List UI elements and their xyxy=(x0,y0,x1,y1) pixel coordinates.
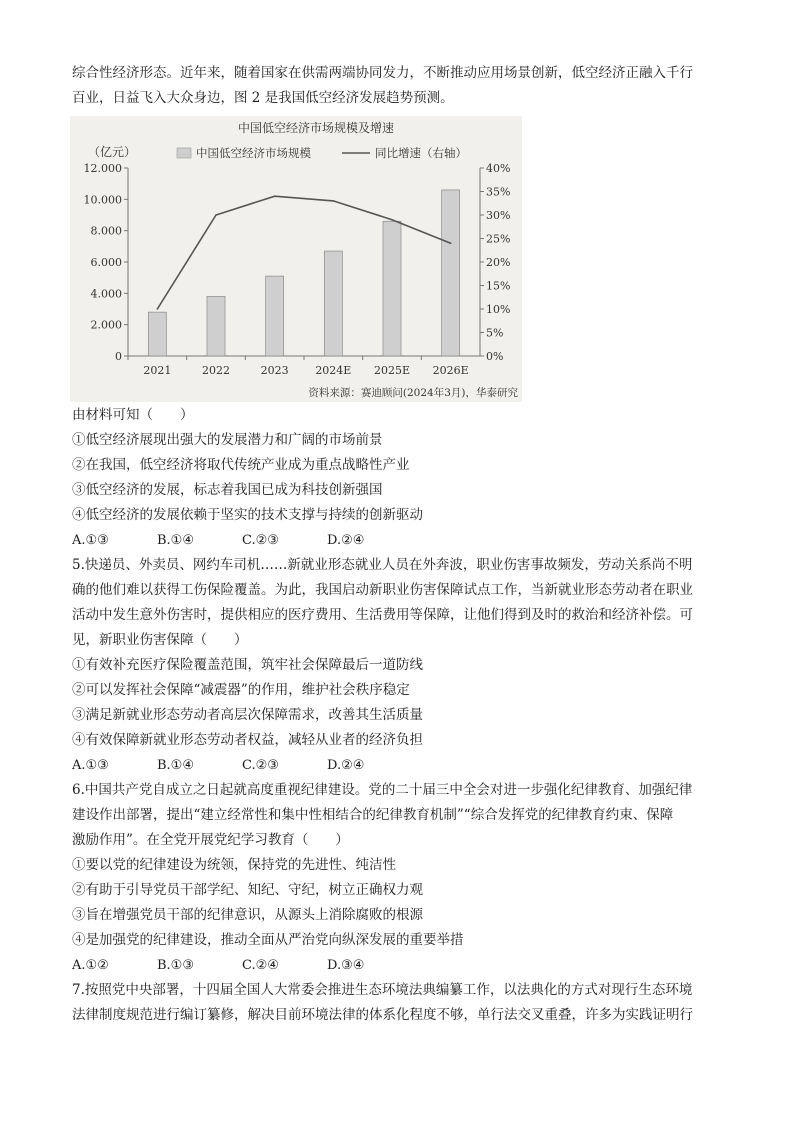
market-size-chart xyxy=(70,116,522,402)
q6-option-2: ②有助于引导党员干部学纪、知纪、守纪，树立正确权力观 xyxy=(72,882,423,898)
y-left-unit-label: （亿元） xyxy=(88,145,137,159)
q4-option-3: ③低空经济的发展，标志着我国已成为科技创新强国 xyxy=(72,482,383,498)
growth-point-2021 xyxy=(157,308,159,310)
x-tick-label: 2025E xyxy=(373,364,411,377)
y-right-tick-label: 15% xyxy=(486,279,511,293)
q6-choices xyxy=(72,953,412,978)
q4-choices xyxy=(72,528,412,553)
q4-option-2: ②在我国，低空经济将取代传统产业成为重点战略性产业 xyxy=(72,457,410,473)
q4-choice-a[interactable]: A.①③ xyxy=(72,533,109,548)
growth-point-2024E xyxy=(333,200,335,202)
q7-line-2: 法律制度规范进行编订纂修，解决目前环境法律的体系化程度不够，单行法交叉重叠，许多为实践证明行 xyxy=(72,1007,693,1023)
legend-bar-label: 中国低空经济市场规模 xyxy=(196,146,311,160)
y-right-tick-label: 35% xyxy=(486,185,511,199)
y-right-tick-label: 30% xyxy=(486,209,511,222)
x-tick-label: 2024E xyxy=(315,364,352,377)
y-right-tick-label: 25% xyxy=(486,232,511,246)
q5-line-4: 见，新职业伤害保障（ ） xyxy=(72,632,248,648)
chart-title: 中国低空经济市场规模及增速 xyxy=(237,121,395,135)
q5-option-1: ①有效补充医疗保险覆盖范围，筑牢社会保障最后一道防线 xyxy=(72,657,423,673)
q5-line-3: 活动中发生意外伤害时，提供相应的医疗费用、生活费用等保障，让他们得到及时的救治和经济补偿。可 xyxy=(72,607,693,623)
q5-choice-a[interactable]: A.①③ xyxy=(72,758,109,773)
plot-area xyxy=(84,162,511,377)
q5-option-3: ③满足新就业形态劳动者高层次保障需求，改善其生活质量 xyxy=(72,707,423,723)
q5-option-4: ④有效保障新就业形态劳动者权益，减轻从业者的经济负担 xyxy=(72,732,423,748)
q4-option-1: ①低空经济展现出强大的发展潜力和广阔的市场前景 xyxy=(72,432,383,448)
y-left-tick-label: 12.000 xyxy=(83,162,122,175)
y-right-tick-label: 10% xyxy=(486,303,511,316)
growth-point-2023 xyxy=(274,195,276,197)
y-left-tick-label: 10.000 xyxy=(83,193,122,207)
bar-2021 xyxy=(148,312,166,356)
legend-line-label: 同比增速（右轴） xyxy=(375,146,467,160)
x-tick-label: 2022 xyxy=(202,364,230,377)
bar-2025E xyxy=(383,221,401,356)
q7-line-1: 7.按照党中央部署，十四届全国人大常委会推进生态环境法典编纂工作，以法典化的方式对现行生态环境 xyxy=(72,982,693,998)
x-tick-label: 2026E xyxy=(432,364,469,377)
q5-line-1: 5.快递员、外卖员、网约车司机……新就业形态就业人员在外奔波，职业伤害事故频发，劳动关系尚不明 xyxy=(72,557,693,573)
growth-point-2025E xyxy=(391,219,393,221)
y-left-tick-label: 0 xyxy=(115,350,122,363)
growth-point-2026E xyxy=(450,242,452,244)
q4-stem: 由材料可知（ ） xyxy=(72,407,194,423)
q5-option-2: ②可以发挥社会保障“减震器”的作用，维护社会秩序稳定 xyxy=(72,682,410,698)
growth-line xyxy=(157,196,450,309)
bar-2023 xyxy=(266,276,284,356)
bar-2022 xyxy=(207,296,225,356)
q5-choice-c[interactable]: C.②③ xyxy=(242,758,279,773)
q4-option-4: ④低空经济的发展依赖于坚实的技术支撑与持续的创新驱动 xyxy=(72,507,423,523)
bar-2024E xyxy=(324,251,342,356)
q5-line-2: 确的他们难以获得工伤保险覆盖。为此，我国启动新职业伤害保障试点工作，当新就业形态劳动者在职业 xyxy=(72,582,693,598)
chart-svg xyxy=(70,116,522,402)
q6-option-3: ③旨在增强党员干部的纪律意识，从源头上消除腐败的根源 xyxy=(72,907,423,923)
x-tick-label: 2021 xyxy=(143,364,172,377)
q5-choice-d[interactable]: D.②④ xyxy=(327,758,365,773)
q5-choice-b[interactable]: B.①④ xyxy=(157,758,194,773)
bar-2026E xyxy=(442,190,460,356)
y-left-tick-label: 4.000 xyxy=(90,287,122,301)
q6-line-3: 激励作用”。在全党开展党纪学习教育（ ） xyxy=(72,832,349,848)
q6-option-4: ④是加强党的纪律建设，推动全面从严治党向纵深发展的重要举措 xyxy=(72,932,464,948)
q4-choice-c[interactable]: C.②③ xyxy=(242,533,279,548)
q6-choice-d[interactable]: D.③④ xyxy=(327,958,365,973)
intro-line-1: 综合性经济形态。近年来，随着国家在供需两端协同发力，不断推动应用场景创新，低空经济正融入千行 xyxy=(72,65,693,81)
q4-choice-d[interactable]: D.②④ xyxy=(327,533,365,548)
y-left-tick-label: 2.000 xyxy=(90,318,122,332)
y-left-tick-label: 8.000 xyxy=(90,224,122,238)
q6-option-1: ①要以党的纪律建设为统领，保持党的先进性、纯洁性 xyxy=(72,857,396,873)
legend-bar-swatch xyxy=(177,148,191,158)
q4-choice-b[interactable]: B.①④ xyxy=(157,533,194,548)
q6-choice-b[interactable]: B.①③ xyxy=(157,958,194,973)
q6-choice-c[interactable]: C.②④ xyxy=(242,958,279,973)
x-tick-label: 2023 xyxy=(260,364,289,377)
q6-line-1: 6.中国共产党自成立之日起就高度重视纪律建设。党的二十届三中全会对进一步强化纪律教育、加强纪律 xyxy=(72,782,693,798)
y-right-tick-label: 5% xyxy=(486,326,504,340)
q6-line-2: 建设作出部署，提出“建立经常性和集中性相结合的纪律教育机制”“综合发挥党的纪律教育约束、保障 xyxy=(72,807,674,823)
intro-line-2: 百业，日益飞入大众身边，图 2 是我国低空经济发展趋势预测。 xyxy=(72,90,454,106)
chart-source: 资料来源：赛迪顾问(2024年3月)，华泰研究 xyxy=(308,387,518,399)
q6-choice-a[interactable]: A.①② xyxy=(72,958,109,973)
y-left-tick-label: 6.000 xyxy=(90,256,122,269)
growth-point-2022 xyxy=(215,214,217,216)
q5-choices xyxy=(72,753,412,778)
y-right-tick-label: 40% xyxy=(486,162,511,175)
y-right-tick-label: 20% xyxy=(486,256,511,269)
y-right-tick-label: 0% xyxy=(486,350,504,363)
